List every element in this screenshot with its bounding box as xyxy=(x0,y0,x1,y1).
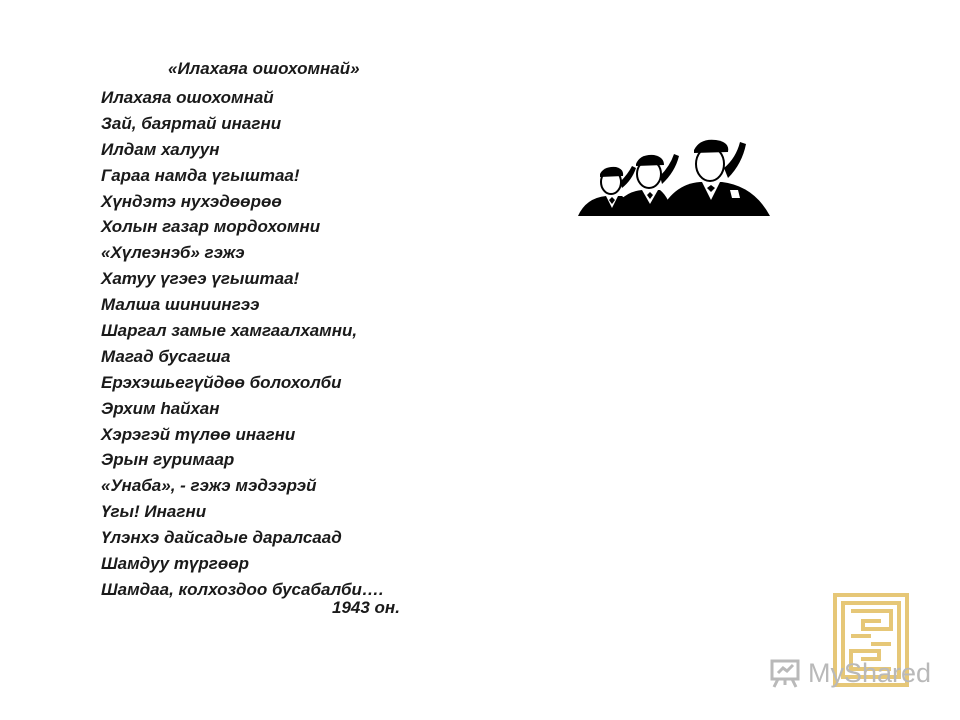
poem-line: Ерэхэшьегүйдөө болохолби xyxy=(101,372,342,392)
poem-line: Хэрэгэй түлөө инагни xyxy=(101,424,296,444)
poem-line: Шамдаа, колхоздоо бусабалби…. xyxy=(101,579,384,599)
poem-line: Магад бусагша xyxy=(101,346,231,366)
poem-line: Үлэнхэ дайсадые даралсаад xyxy=(101,528,342,548)
watermark-brand: MyShared xyxy=(808,657,932,688)
poem-line: Малша шиниингээ xyxy=(101,295,260,315)
saluting-sailors-icon xyxy=(576,138,772,218)
poem-line: Эрхим һайхан xyxy=(101,398,220,418)
poem-line: Шаргал замые хамгаалхамни, xyxy=(101,321,358,341)
poem-year: 1943 он. xyxy=(332,598,400,617)
poem-line: Шамдуу түргөөр xyxy=(101,554,249,574)
poem-line: Илдам халуун xyxy=(101,139,220,159)
poem-line: Үгы! Инагни xyxy=(101,502,207,522)
poem-line: Хатуу үгэеэ үгыштаа! xyxy=(101,269,300,289)
poem-line: Холын газар мордохомни xyxy=(101,217,321,237)
sailor-front xyxy=(658,140,770,216)
poem-line: Илахаяа ошохомнай xyxy=(101,88,274,107)
poem-line: Зай, баяртай инагни xyxy=(101,113,282,133)
presentation-board-icon xyxy=(768,657,804,689)
poem-line: Эрын гуримаар xyxy=(101,450,235,470)
watermark xyxy=(768,655,931,691)
poem-body xyxy=(101,85,384,603)
poem-line: Хүндэтэ нухэдөөрөө xyxy=(101,191,282,211)
poem-line: Гараа намда үгыштаа! xyxy=(101,165,300,185)
poem-title: «Илахаяа ошохомнай» xyxy=(168,59,360,78)
poem-line: «Хүлеэнэб» гэжэ xyxy=(101,243,245,263)
poem-line: «Унаба», - гэжэ мэдээрэй xyxy=(101,476,317,496)
